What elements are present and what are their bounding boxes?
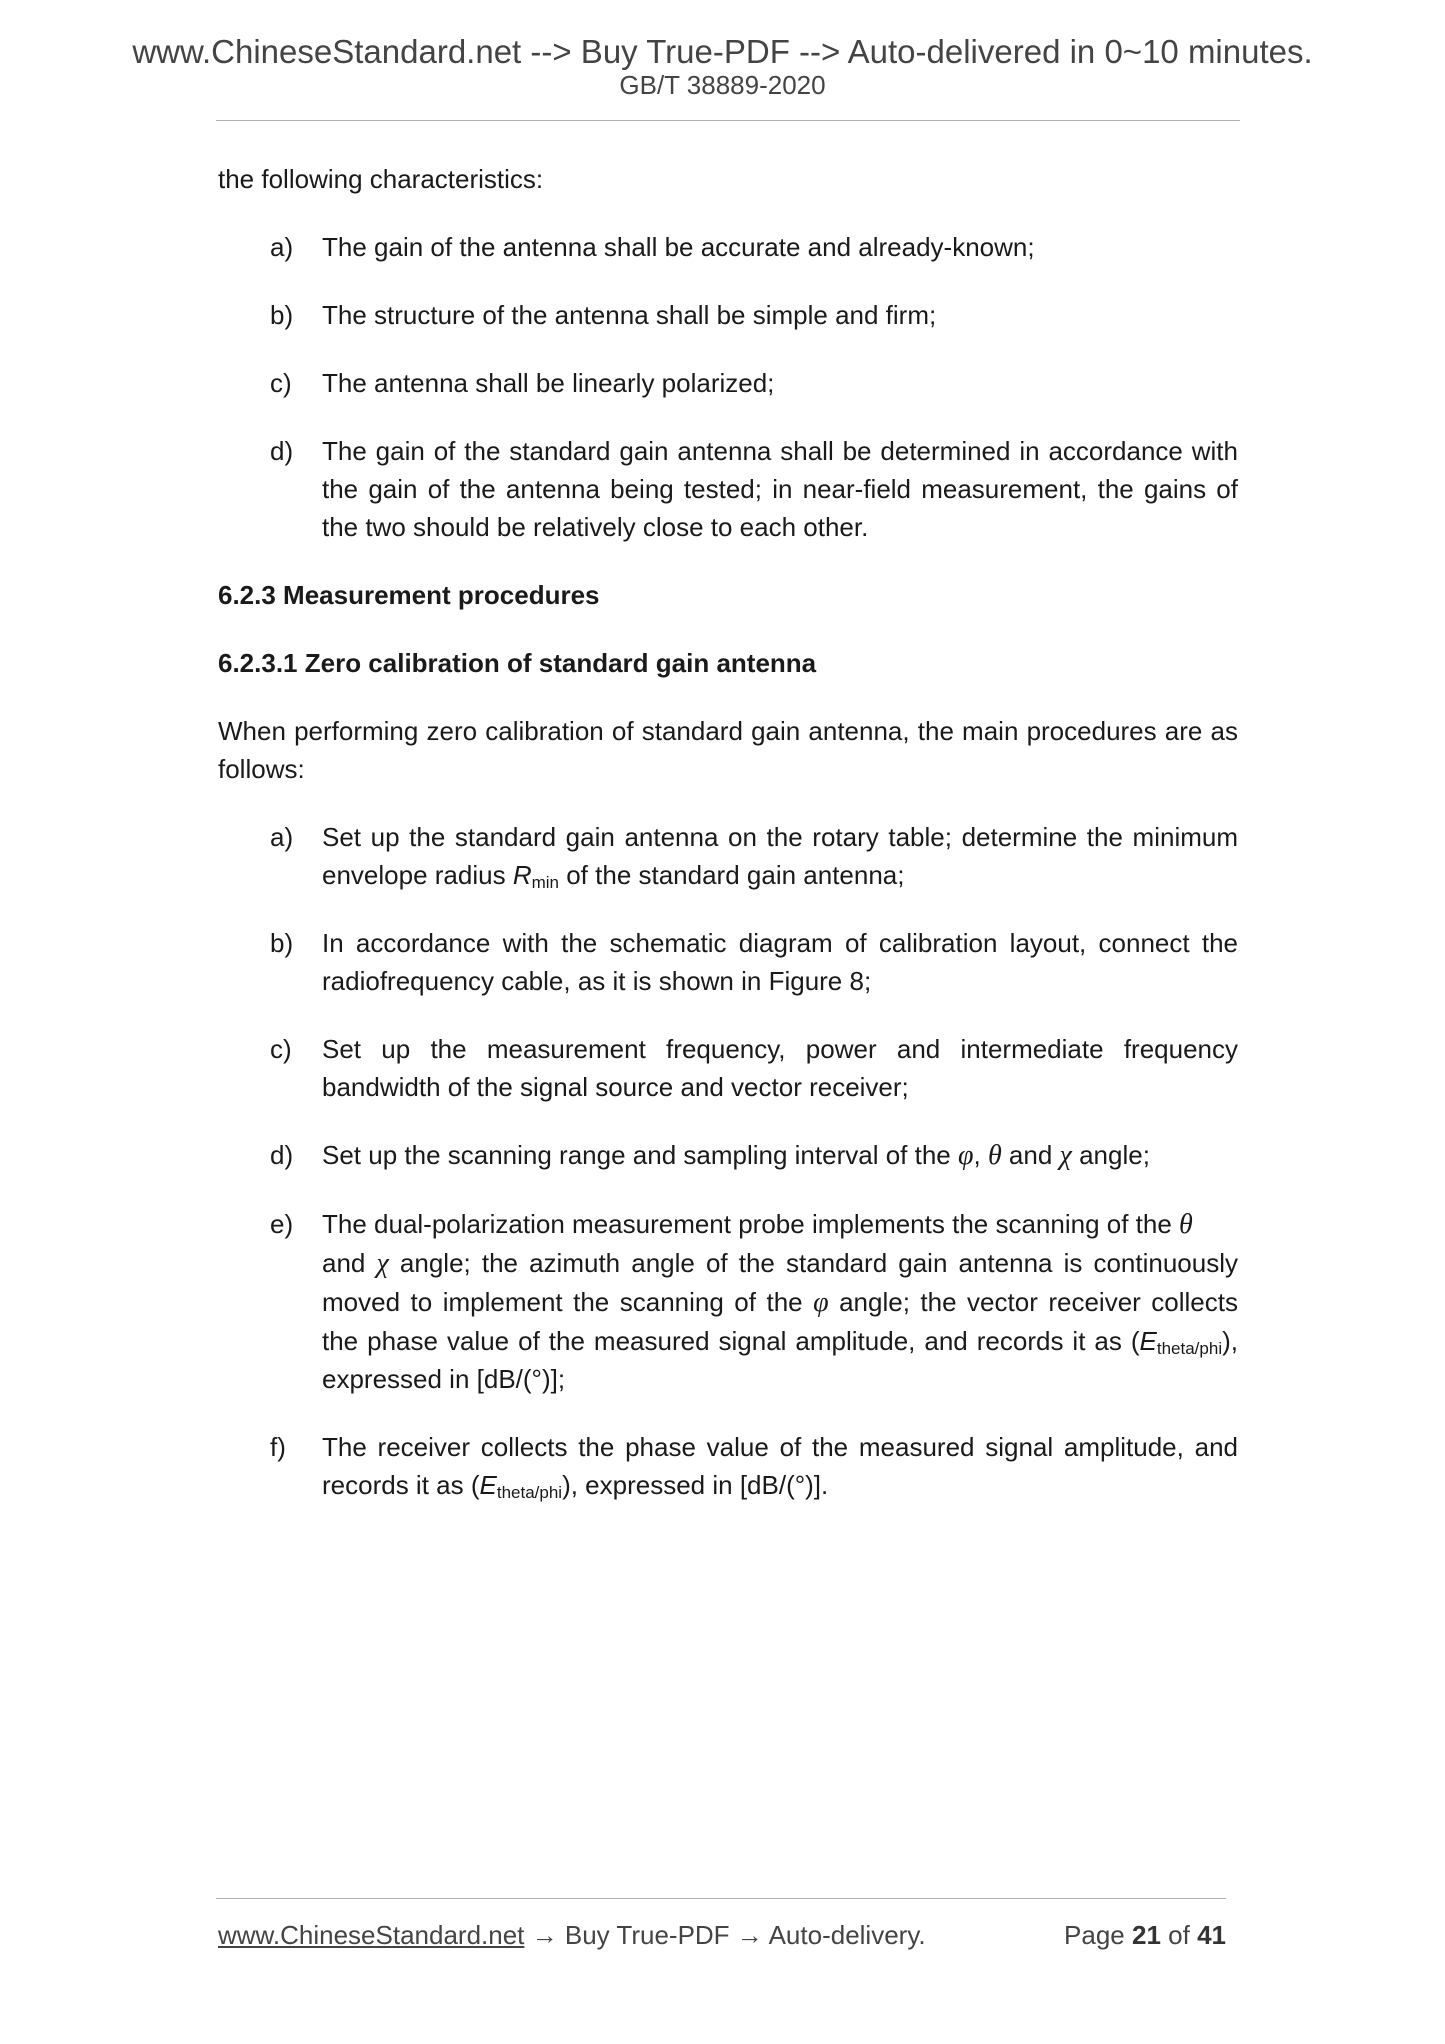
procedure-text: angle; the azimuth angle of the standard gain antenna is continuously moved to implement the scanning of the xyxy=(322,1248,1238,1317)
arrow-icon: → xyxy=(729,1920,769,1950)
page-indicator xyxy=(1064,1920,1226,1951)
procedure-text: and xyxy=(1001,1140,1060,1170)
characteristic-c xyxy=(218,364,1238,402)
list-label: d) xyxy=(270,1140,294,1170)
variable-e: E xyxy=(479,1470,497,1500)
symbol-phi: φ xyxy=(957,1140,974,1171)
procedure-a xyxy=(218,818,1238,894)
procedure-text: angle; the vector receiver collects the phase value of the measured signal amplitude, and records it as ( xyxy=(322,1287,1238,1356)
page-total: 41 xyxy=(1197,1920,1226,1950)
section-heading-6-2-3-1: 6.2.3.1 Zero calibration of standard gain antenna xyxy=(218,648,817,678)
list-label: d) xyxy=(270,436,294,466)
list-label: e) xyxy=(270,1209,294,1239)
list-text: The structure of the antenna shall be simple and firm; xyxy=(322,300,937,330)
page-word: Page xyxy=(1064,1920,1125,1950)
list-text: The gain of the standard gain antenna shall be determined in accordance with the gain of the antenna being tested; in near-field measurement, the gains of the two should be relatively close to each other. xyxy=(322,436,1238,542)
variable-r: R xyxy=(512,860,532,890)
symbol-chi: χ xyxy=(1059,1140,1072,1171)
procedure-b xyxy=(218,924,1238,1000)
of-word: of xyxy=(1168,1920,1190,1950)
variable-e: E xyxy=(1139,1326,1157,1356)
procedure-text: Set up the scanning range and sampling interval of the xyxy=(322,1140,958,1170)
footer-delivery-text: Auto-delivery. xyxy=(768,1920,926,1950)
list-label: a) xyxy=(270,822,294,852)
header-divider xyxy=(216,120,1240,121)
procedure-text: In accordance with the schematic diagram of calibration layout, connect the radiofrequency cable, as it is shown in Figure 8; xyxy=(322,928,1238,996)
characteristic-b xyxy=(218,296,1238,334)
procedure-text: and xyxy=(322,1248,377,1278)
procedure-f xyxy=(218,1428,1238,1504)
characteristic-d xyxy=(218,432,1238,546)
section-heading-6-2-3: 6.2.3 Measurement procedures xyxy=(218,580,600,610)
procedure-text: Set up the measurement frequency, power and intermediate frequency bandwidth of the signal source and vector receiver; xyxy=(322,1034,1238,1102)
page-number: 21 xyxy=(1132,1920,1161,1950)
symbol-theta: θ xyxy=(987,1140,1002,1171)
procedure-text: Set up the standard gain antenna on the rotary table; determine the minimum envelope radius xyxy=(322,822,1238,890)
procedure-text: ), expressed in [dB/(°)]; xyxy=(322,1326,1238,1394)
list-text: The gain of the antenna shall be accurate and already-known; xyxy=(322,232,1035,262)
arrow-icon: → xyxy=(524,1920,565,1950)
list-label: a) xyxy=(270,232,294,262)
subscript-theta-phi: theta/phi xyxy=(1156,1339,1223,1358)
page-body xyxy=(218,160,1238,1504)
intro-text: the following characteristics: xyxy=(218,164,544,194)
procedure-text: of the standard gain antenna; xyxy=(559,860,905,890)
symbol-theta: θ xyxy=(1179,1209,1193,1240)
procedure-text: The dual-polarization measurement probe implements the scanning of the xyxy=(322,1209,1180,1239)
procedure-c xyxy=(218,1030,1238,1106)
separator: , xyxy=(973,1140,988,1170)
procedures-intro: When performing zero calibration of standard gain antenna, the main procedures are as follows: xyxy=(218,716,1238,784)
list-label: c) xyxy=(270,368,292,398)
subscript-theta-phi: theta/phi xyxy=(496,1483,563,1502)
list-label: b) xyxy=(270,928,294,958)
procedure-text: The receiver collects the phase value of the measured signal amplitude, and records it as ( xyxy=(322,1432,1238,1500)
footer-buy-text: Buy True-PDF xyxy=(564,1920,730,1950)
list-label: c) xyxy=(270,1034,292,1064)
subscript-min: min xyxy=(531,873,559,892)
symbol-chi: χ xyxy=(376,1248,389,1279)
procedure-text: ), expressed in [dB/(°)]. xyxy=(562,1470,829,1500)
footer-site-link[interactable]: www.ChineseStandard.net xyxy=(218,1920,525,1950)
characteristic-a xyxy=(218,228,1238,266)
page-footer xyxy=(218,1920,1226,1951)
procedure-text: angle; xyxy=(1071,1140,1150,1170)
list-text: The antenna shall be linearly polarized; xyxy=(322,368,775,398)
procedure-e xyxy=(218,1205,1238,1398)
procedure-d xyxy=(218,1136,1238,1175)
standard-number: GB/T 38889-2020 xyxy=(619,70,826,100)
symbol-phi: φ xyxy=(813,1287,829,1318)
footer-divider xyxy=(216,1898,1226,1899)
site-banner: www.ChineseStandard.net --> Buy True-PDF --> Auto-delivered in 0~10 minutes. xyxy=(132,33,1313,70)
list-label: f) xyxy=(270,1432,286,1462)
list-label: b) xyxy=(270,300,294,330)
